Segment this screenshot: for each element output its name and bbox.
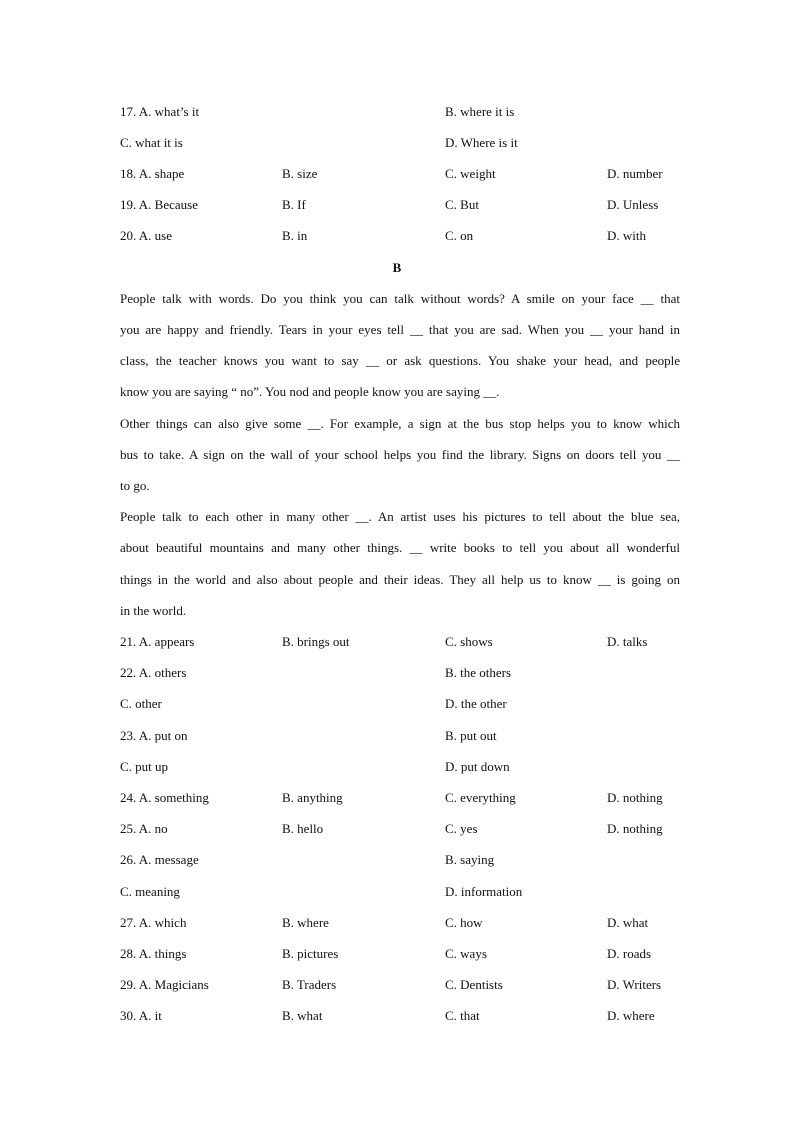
q23-option-d: D. put down <box>445 759 510 774</box>
q26-option-b: B. saying <box>445 852 495 867</box>
passage-line: things in the world and also about people and their ideas. They all help us to know __ is going on <box>120 572 680 587</box>
q20-option-b: B. in <box>282 228 308 243</box>
q26-option-a: 26. A. message <box>120 852 199 867</box>
q30-option-a: 30. A. it <box>120 1008 162 1023</box>
q19-option-b: B. If <box>282 197 306 212</box>
q24-option-b: B. anything <box>282 790 343 805</box>
q27-option-b: B. where <box>282 915 329 930</box>
passage-line: about beautiful mountains and many other things. __ write books to tell you about all wonderful <box>120 540 680 555</box>
q28-option-c: C. ways <box>445 946 487 961</box>
q23-option-b: B. put out <box>445 728 497 743</box>
q18-option-c: C. weight <box>445 166 496 181</box>
q25-option-a: 25. A. no <box>120 821 168 836</box>
q26-option-c: C. meaning <box>120 884 180 899</box>
q30-option-c: C. that <box>445 1008 480 1023</box>
q22-option-c: C. other <box>120 696 162 711</box>
q29-option-b: B. Traders <box>282 977 337 992</box>
q29-option-d: D. Writers <box>607 977 662 992</box>
q30-option-b: B. what <box>282 1008 323 1023</box>
passage-line: know you are saying “ no”. You nod and people know you are saying __. <box>120 384 500 399</box>
q22-option-d: D. the other <box>445 696 507 711</box>
q21-option-d: D. talks <box>607 634 648 649</box>
passage-line: bus to take. A sign on the wall of your school helps you find the library. Signs on doors tell you __ <box>120 447 680 462</box>
q23-option-a: 23. A. put on <box>120 728 188 743</box>
q24-option-c: C. everything <box>445 790 516 805</box>
q20-option-a: 20. A. use <box>120 228 172 243</box>
passage-line: Other things can also give some __. For example, a sign at the bus stop helps you to know which <box>120 416 680 431</box>
q21-option-c: C. shows <box>445 634 493 649</box>
q20-option-d: D. with <box>607 228 646 243</box>
q27-option-c: C. how <box>445 915 483 930</box>
q27-option-d: D. what <box>607 915 649 930</box>
q28-option-d: D. roads <box>607 946 652 961</box>
q18-option-d: D. number <box>607 166 663 181</box>
passage-line: you are happy and friendly. Tears in your eyes tell __ that you are sad. When you __ your hand in <box>120 322 680 337</box>
q30-option-d: D. where <box>607 1008 655 1023</box>
passage-line: class, the teacher knows you want to say __ or ask questions. You shake your head, and people <box>120 353 680 368</box>
passage-line: in the world. <box>120 603 187 618</box>
q20-option-c: C. on <box>445 228 474 243</box>
q24-option-a: 24. A. something <box>120 790 209 805</box>
q25-option-d: D. nothing <box>607 821 663 836</box>
q18-option-b: B. size <box>282 166 318 181</box>
q19-option-a: 19. A. Because <box>120 197 198 212</box>
q22-option-a: 22. A. others <box>120 665 187 680</box>
q28-option-a: 28. A. things <box>120 946 187 961</box>
q26-option-d: D. information <box>445 884 523 899</box>
q17-option-d: D. Where is it <box>445 135 518 150</box>
q23-option-c: C. put up <box>120 759 169 774</box>
q17-option-b: B. where it is <box>445 104 515 119</box>
q28-option-b: B. pictures <box>282 946 339 961</box>
passage-line: People talk with words. Do you think you can talk without words? A smile on your face __ that <box>120 291 680 306</box>
passage-line: to go. <box>120 478 150 493</box>
passage-line: People talk to each other in many other __. An artist uses his pictures to tell about the blue sea, <box>120 509 680 524</box>
q17-option-a: 17. A. what’s it <box>120 104 200 119</box>
q27-option-a: 27. A. which <box>120 915 187 930</box>
section-title: B <box>392 260 402 275</box>
q25-option-b: B. hello <box>282 821 324 836</box>
q17-option-c: C. what it is <box>120 135 183 150</box>
q21-option-a: 21. A. appears <box>120 634 195 649</box>
q18-option-a: 18. A. shape <box>120 166 185 181</box>
q24-option-d: D. nothing <box>607 790 663 805</box>
q29-option-c: C. Dentists <box>445 977 503 992</box>
q19-option-c: C. But <box>445 197 479 212</box>
q25-option-c: C. yes <box>445 821 478 836</box>
q19-option-d: D. Unless <box>607 197 659 212</box>
q22-option-b: B. the others <box>445 665 512 680</box>
q21-option-b: B. brings out <box>282 634 350 649</box>
q29-option-a: 29. A. Magicians <box>120 977 209 992</box>
